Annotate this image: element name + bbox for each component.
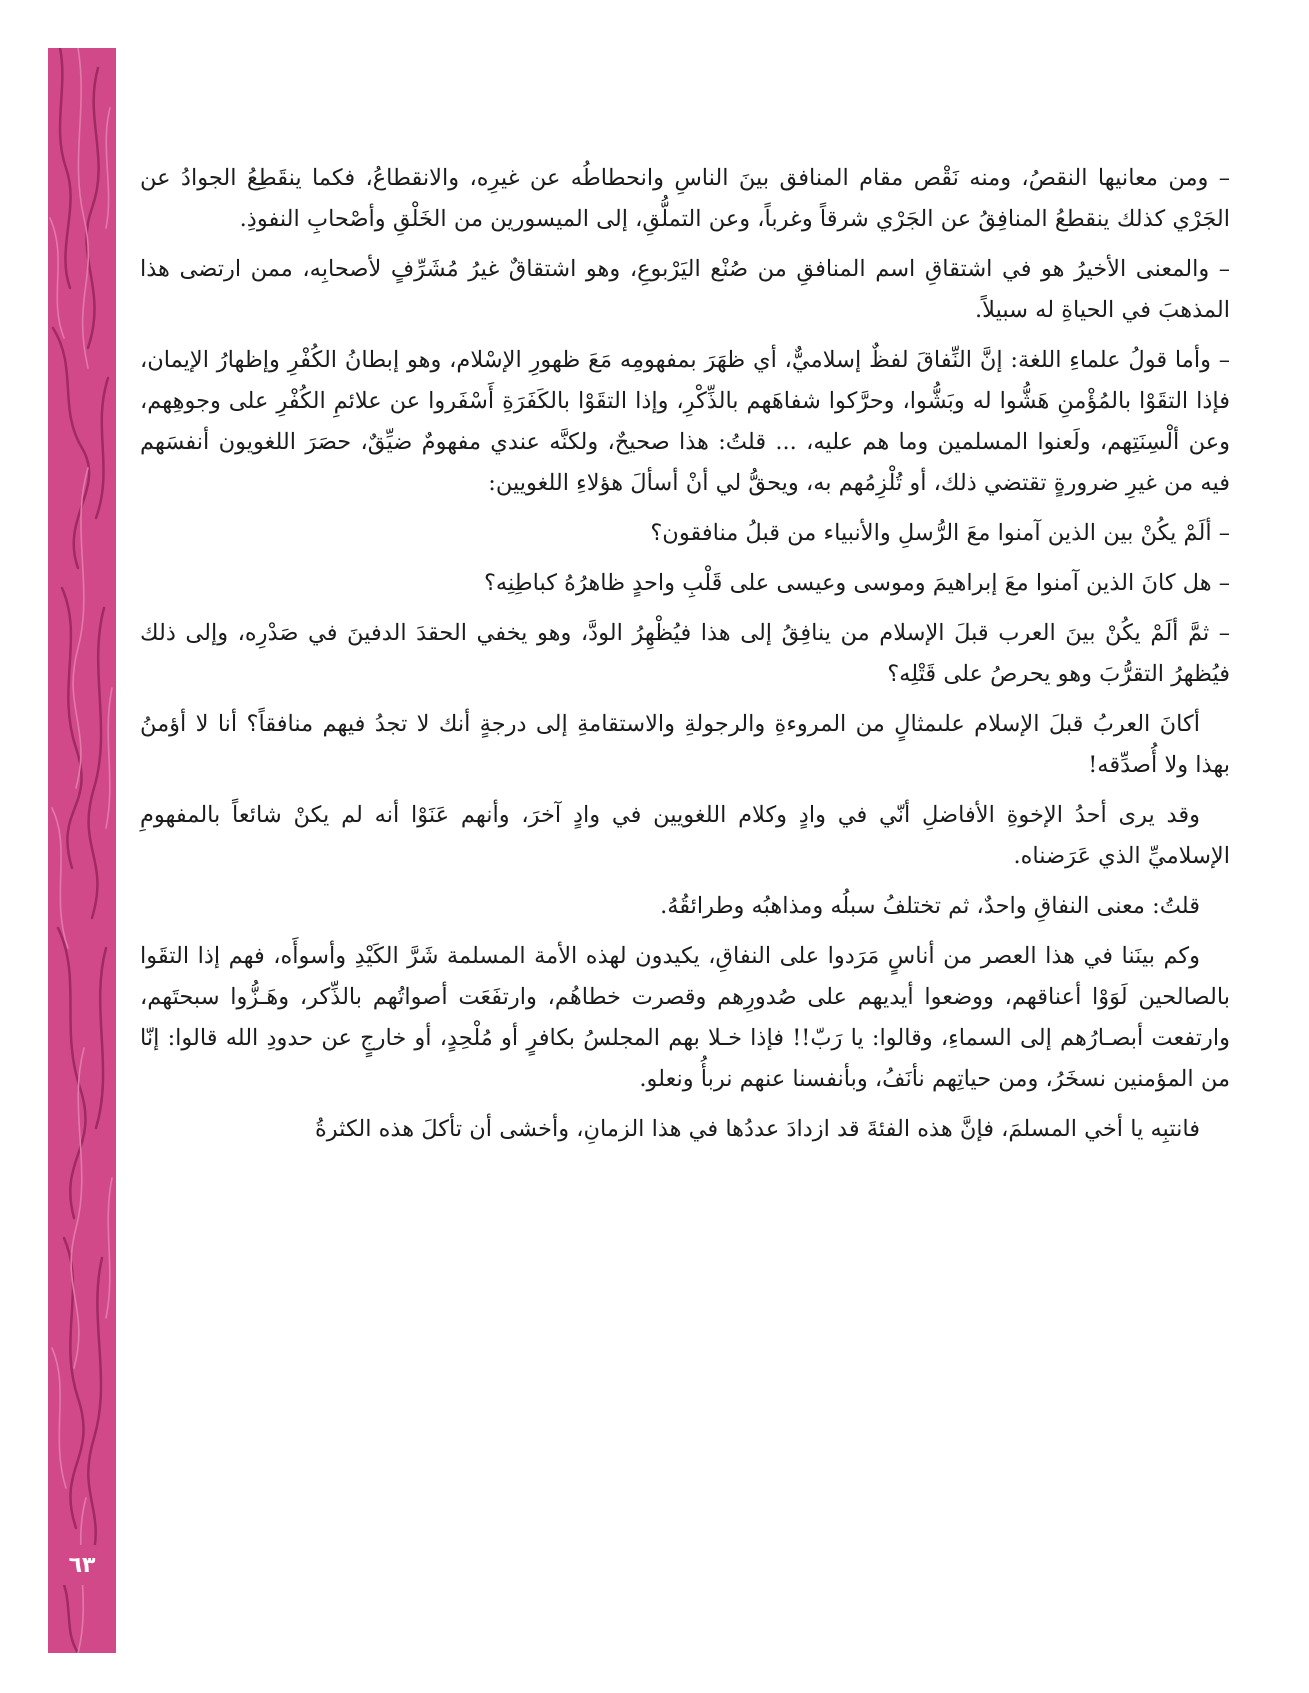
- paragraph-5: وقد يرى أحدُ الإخوةِ الأفاضلِ أنّي في وادٍ وكلام اللغويين في وادٍ آخرَ، وأنهم عَنَوْا أنه لم يكنْ شائعاً بالمفهومِ الإسلاميِّ الذي عَرَضناه.: [140, 802, 1230, 869]
- paragraph-3: – وأما قولُ علماءِ اللغة: إنَّ النِّفاقَ لفظٌ إسلاميٌّ، أي ظهَرَ بمفهومِه مَعَ ظهورِ الإسْلام، وهو إبطانُ الكُفْرِ وإظهارُ الإيمان، فإذا التقَوْا بالمُؤْمنِ هَشُّوا له وبَشُّوا، وحرَّكوا شفاهَهم بالذِّكْرِ، وإذا التقَوْا بالكَفَرَةِ أَسْفَروا عن علائمِ الكُفْرِ على وجوهِهم، وعن ألْسِنَتِهم، ولَعنوا المسلمين وما هم عليه، ... قلتُ: هذا صحيحٌ، ولكنَّه عندي مفهومٌ ضيِّقٌ، حصَرَ اللغويون أنفسَهم فيه من غيرِ ضرورةٍ تقتضي ذلك، أو تُلْزِمُهم به، ويحقُّ لي أنْ أسألَ هؤلاءِ اللغويين:: [140, 347, 1230, 496]
- page-number: ٦٣: [68, 1552, 96, 1578]
- paragraph-8: فانتبِه يا أخي المسلمَ، فإنَّ هذه الفئةَ قد ازدادَ عددُها في هذا الزمانِ، وأخشى أن تأكلَ هذه الكثرةُ: [314, 1116, 1200, 1142]
- decorative-side-band: [48, 48, 116, 1653]
- paragraph-1: – ومن معانيها النقصُ، ومنه نَقْص مقام المنافق بينَ الناسِ وانحطاطُه عن غيرِه، والانقطاعُ، فكما ينقَطِعُ الجوادُ عن الجَرْي كذلك ينقطعُ المنافِقُ عن الجَرْي شرقاً وغرباً، وعن التملُّقِ، إلى الميسورين من الخَلْقِ وأصْحابِ النفوذِ.: [140, 165, 1230, 232]
- paragraph-2: – والمعنى الأخيرُ هو في اشتقاقِ اسم المنافقِ من صُنْع اليَرْبوعِ، وهو اشتقاقٌ غيرُ مُشَرِّفٍ لأصحابِه، ممن ارتضى هذا المذهبَ في الحياةِ له سبيلاً.: [140, 256, 1230, 323]
- question-2: – هل كانَ الذين آمنوا معَ إبراهيمَ وموسى وعيسى على قَلْبِ واحدٍ ظاهرُهُ كباطِنِه؟: [483, 570, 1230, 596]
- page-number-box: [48, 1545, 116, 1585]
- paragraph-4: أكانَ العربُ قبلَ الإسلام علىمثالٍ من المروءةِ والرجولةِ والاستقامةِ إلى درجةٍ أنك لا تجدُ فيهم منافقاً؟ أنا لا أؤمنُ بهذا ولا أُصدِّقه!: [140, 711, 1230, 778]
- paragraph-7: وكم بينَنا في هذا العصر من أناسٍ مَرَدوا على النفاقِ، يكيدون لهذه الأمة المسلمة شَرَّ الكَيْدِ وأسوأَه، فهم إذا التقَوا بالصالحين لَوَوْا أعناقهم، ووضعوا أيديهم على صُدورِهم وقصرت خطاهُم، وارتفَعَت أصواتُهم بالذِّكر، وهَـزُّوا سبحتَهم، وارتفعت أبصـارُهم إلى السماءِ، وقالوا: يا رَبّ!! فإذا خـلا بهم المجلسُ بكافرٍ أو مُلْحِدٍ، أو خارجٍ عن حدودِ الله قالوا: إنّا من المؤمنين نسخَرُ، ومن حياتِهم نأنَفُ، وبأنفسنا عنهم نربأُ ونعلو.: [140, 943, 1230, 1092]
- question-1: – ألَمْ يكُنْ بين الذين آمنوا معَ الرُّسلِ والأنبياء من قبلُ منافقون؟: [650, 520, 1230, 546]
- question-3: – ثمَّ ألَمْ يكُنْ بينَ العرب قبلَ الإسلام من ينافِقُ إلى هذا فيُظْهِرُ الودَّ، وهو يخفي الحقدَ الدفينَ في صَدْرِه، وإلى ذلك فيُظهرُ التقرُّبَ وهو يحرصُ على قَتْلِه؟: [140, 620, 1230, 687]
- body-text: [140, 158, 1230, 1159]
- paragraph-6: قلتُ: معنى النفاقِ واحدٌ، ثم تختلفُ سبلُه ومذاهبُه وطرائقُهُ.: [660, 893, 1200, 919]
- arabesque-pattern: [48, 48, 116, 1653]
